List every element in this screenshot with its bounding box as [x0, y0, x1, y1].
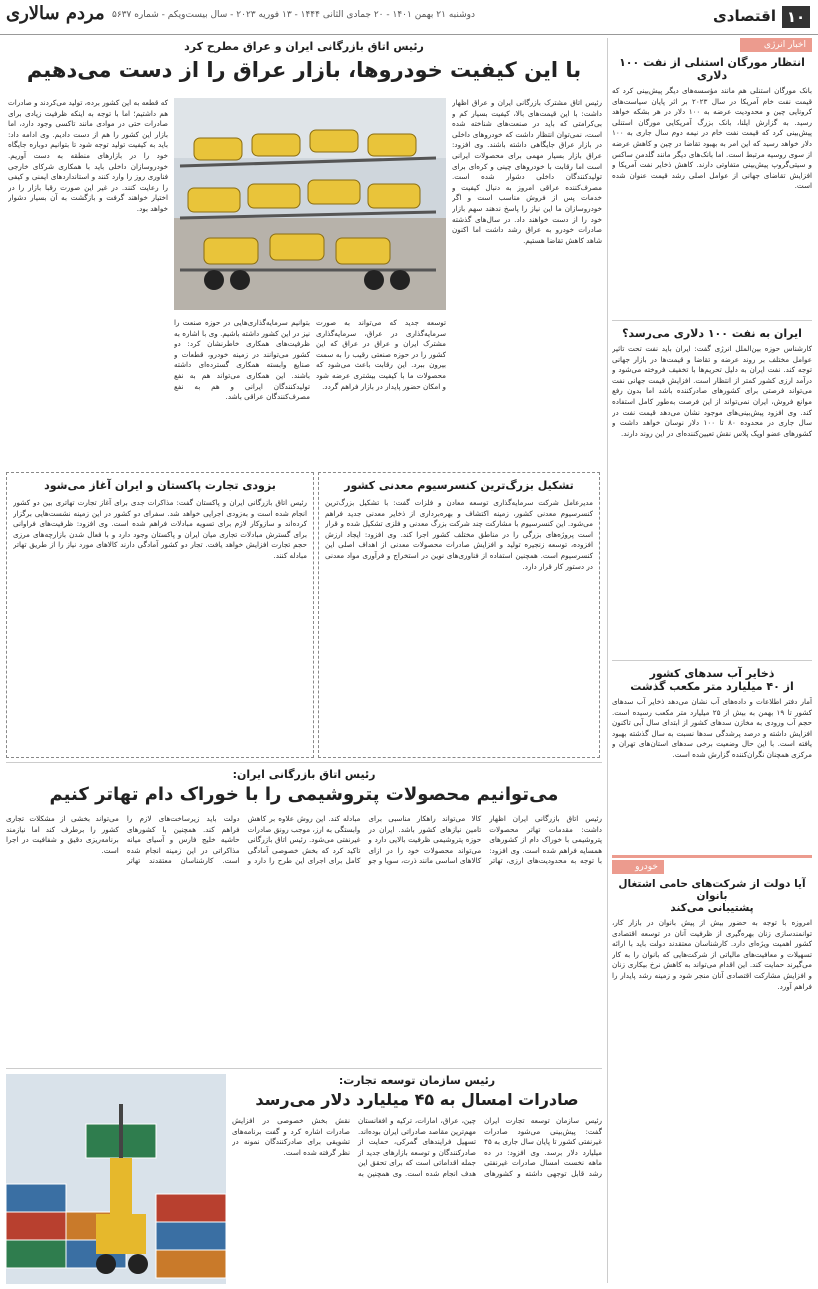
article-body: امروزه با توجه به حضور بیش از پیش بانوان در بازار کار، توانمندسازی زنان بهره‌گیری از ظرفیت آنان در توسعه اقتصادی کشور اهمیت ویژه‌ای دارد. کارشناسان معتقدند دولت باید با ارائه تسهیلات و معافیت‌های مالیاتی از شرکت‌هایی که بانوان را به کار می‌گیرند حمایت کند. این اقدام می‌تواند به کاهش نرخ بیکاری زنان و افزایش مشارکت اقتصادی آنان منجر شود و زمینه رشد پایدار را فراهم آورد.: [612, 918, 812, 991]
right-column: [612, 38, 812, 1178]
kicker: رئیس سازمان توسعه تجارت:: [338, 1074, 496, 1087]
article-body: رئیس سازمان توسعه تجارت ایران گفت: پیش‌بینی می‌شود صادرات غیرنفتی کشور تا پایان سال جاری به ۴۵ میلیارد دلار برسد. وی افزود: در ده ماهه نخست امسال صادرات غیرنفتی رشد قابل توجهی داشته و کشورهای چین، عراق، امارات، ترکیه و افغانستان مهم‌ترین مقاصد صادراتی ایران بوده‌اند. تسهیل فرایندهای گمرکی، حمایت از صادرکنندگان و توسعه بازارهای جدید از جمله اقداماتی است که برای تحقق این هدف انجام شده است. وی همچنین به نقش بخش خصوصی در افزایش صادرات اشاره کرد و گفت برنامه‌های تشویقی برای صادرکنندگان نمونه در نظر گرفته شده است.: [232, 1116, 602, 1178]
shipping-containers-photo: [6, 1074, 226, 1284]
pakistan-trade-box: [6, 472, 314, 758]
kicker: رئیس اتاق بازرگانی ایران:: [232, 768, 376, 781]
masthead: [0, 0, 818, 35]
section-title: اقتصادی: [713, 7, 776, 25]
dateline: دوشنبه ۲۱ بهمن ۱۴۰۱ - ۲۰ جمادی الثانی ۱۴۴۴ - ۱۳ فوریه ۲۰۲۳ - سال بیست‌ویکم - شماره ۵۶۳۷: [112, 10, 475, 20]
headline: آیا دولت از شرکت‌های حامی اشتغال بانوان: [618, 878, 806, 902]
page-number: ۱۰: [782, 6, 810, 28]
article-body: رئیس اتاق بازرگانی ایران اظهار داشت: مقدمات تهاتر محصولات پتروشیمی با خوراک دام از کشورهای همسایه فراهم شده است. وی افزود: با توجه به محدودیت‌های ارزی، تهاتر کالا می‌تواند راهکار مناسبی برای تامین نیازهای کشور باشد. ایران در حوزه پتروشیمی ظرفیت بالایی دارد و می‌تواند محصولات خود را در ازای کالاهای اساسی مانند ذرت، سویا و جو مبادله کند. این روش علاوه بر کاهش وابستگی به ارز، موجب رونق صادرات غیرنفتی می‌شود. رئیس اتاق بازرگانی تاکید کرد که بخش خصوصی آمادگی کامل برای اجرای این طرح را دارد و دولت باید زیرساخت‌های لازم را فراهم کند. همچنین با کشورهای حاشیه خلیج فارس و آسیای میانه مذاکراتی در این زمینه انجام شده است. کارشناسان معتقدند تهاتر می‌تواند بخشی از مشکلات تجاری کشور را برطرف کند اما نیازمند برنامه‌ریزی دقیق و شفافیت در اجرا است.: [6, 814, 602, 866]
category-tag: خودرو: [612, 860, 664, 874]
box-headline: تشکیل بزرگ‌ترین کنسرسیوم معدنی کشور: [344, 479, 574, 492]
headline: ایران به نفت ۱۰۰ دلاری می‌رسد؟: [622, 327, 802, 340]
lead-headline: با این کیفیت خودروها، بازار عراق را از دست می‌دهیم: [26, 58, 582, 82]
article-body: بانک مورگان استنلی هم مانند مؤسسه‌های دیگر پیش‌بینی کرد که قیمت نفت خام آمریکا در سال ۲۰۲۳ بر اثر پایان سیاست‌های کرونایی چین و محدودیت عرضه به ۱۰۰ دلار در هر بشکه خواهد رسید. به گزارش ایلنا، بانک بزرگ آمریکایی مورگان استنلی پیش‌بینی کرد که قیمت نفت خام در نیمه دوم سال جاری به ۱۰۰ دلار خواهد رسید که این امر به بهبود تقاضا در چین و کاهش عرضه از سوی روسیه مرتبط است. اما بانک‌های دیگر مانند گلدمن ساکس و سیتی‌گروپ پیش‌بینی متفاوتی دارند. کاهش ذخایر نفت آمریکا و افزایش تقاضای جهانی از عوامل اصلی رشد قیمت عنوان شده است.: [612, 86, 812, 191]
article-body: آمار دفتر اطلاعات و داده‌های آب نشان می‌دهد ذخایر آب سدهای کشور تا ۱۹ بهمن به بیش از ۲۵ میلیارد متر مکعب رسیده است. حجم آب ورودی به مخازن سدهای کشور از ابتدای سال آبی تاکنون افزایش داشته و درصد پرشدگی سدها نسبت به سال گذشته بهبود یافته است. با این حال وضعیت برخی سدهای استان‌های تهران و مرکزی همچنان نگران‌کننده گزارش شده است.: [612, 697, 812, 759]
headline: از ۴۰ میلیارد متر مکعب گذشت: [630, 680, 794, 693]
headline: صادرات امسال به ۴۵ میلیارد دلار می‌رسد: [255, 1090, 579, 1109]
article-body: توسعه جدید که می‌تواند به صورت سرمایه‌گذاری در عراق، سرمایه‌گذاری مشترک ایران و عراق در عراق که این کشور را در حوزه صنعتی رقیب را به سمت بیرون ببرد. این رقابت باعث می‌شود که محصولات ما با کیفیت بیشتری عرضه شود و امکان حضور پایدار در بازار فراهم گردد.: [316, 318, 446, 391]
category-tag: اخبار انرژی: [740, 38, 812, 52]
article-body: رئیس اتاق بازرگانی ایران و پاکستان گفت: مذاکرات جدی برای آغاز تجارت تهاتری بین دو کشور انجام شده است و به‌زودی اجرایی خواهد شد. سفرای دو کشور در این زمینه نشست‌هایی برگزار کرده‌اند و سازوکار لازم برای تسویه مبادلات فراهم شده است. وی افزود: ظرفیت‌های فراوانی برای گسترش مبادلات تجاری میان ایران و پاکستان وجود دارد و با فعال شدن بازارچه‌های مرزی حجم تجارت افزایش خواهد یافت. تجار دو کشور آمادگی دارند کالاهای مورد نیاز را از طریق تهاتر مبادله کنند.: [13, 498, 307, 560]
headline: انتظار مورگان استنلی از نفت ۱۰۰ دلاری: [619, 56, 805, 82]
kicker: رئیس اتاق بازرگانی ایران و عراق مطرح کرد: [184, 40, 424, 53]
article-body: که قطعه به این کشور برده، تولید می‌کردند و صادرات هم داشتیم؛ اما با توجه به اینکه ظرفیت زیادی برای صادرات حتی در موادی مانند تاکسی وجود دارد، اما بازار این کشور را هم از دست دادیم. وی ادامه داد: باید به کیفیت تولید توجه شود تا بتوانیم دوباره جایگاه خود را در بازارهای منطقه به دست آوریم. خودروسازان داخلی باید با همکاری شرکای خارجی فناوری روز را وارد کنند و استانداردهای ایمنی و کیفی را رعایت کنند. در غیر این صورت رقبا بازار را در اختیار خواهند گرفت و بازگشت به آن بسیار دشوار خواهد بود.: [8, 98, 168, 213]
article-body: رئیس اتاق مشترک بازرگانی ایران و عراق اظهار داشت: با این قیمت‌های بالا، کیفیت بسیار کم و بی‌کرامتی که باید در صنعت‌های شناخته شده است، نمی‌توان انتظار داشت که خودروهای داخلی در بازار عراق جایگاهی داشته باشند. وی افزود: عراق بازار بسیار مهمی برای محصولات ایرانی است اما رقابت با خودروهای چینی و کره‌ای برای تولیدکنندگان داخلی دشوار شده است. مصرف‌کننده عراقی امروز به دنبال کیفیت و خدمات پس از فروش مناسب است و اگر خودروسازان ما این نیاز را پاسخ ندهند سهم بازار خود را از دست خواهند داد. در سال‌های گذشته صادرات خودرو به عراق رشد داشت اما اکنون شاهد کاهش تقاضا هستیم.: [452, 98, 602, 245]
article-body: بتوانیم سرمایه‌گذاری‌هایی در حوزه صنعت را نیز در این کشور داشته باشیم. وی با اشاره به ظرفیت‌های همکاری خاطرنشان کرد: دو کشور می‌توانند در زمینه خودرو، قطعات و صنایع وابسته همکاری گسترده‌ای داشته باشند. این همکاری می‌تواند هم به نفع تولیدکنندگان ایرانی و هم به نفع مصرف‌کنندگان عراقی باشد.: [174, 318, 310, 402]
article-body: مدیرعامل شرکت سرمایه‌گذاری توسعه معادن و فلزات گفت: با تشکیل بزرگ‌ترین کنسرسیوم معدنی کشور، زمینه اکتشاف و بهره‌برداری از ذخایر معدنی جدید فراهم می‌شود. این کنسرسیوم با مشارکت چند شرکت بزرگ معدنی و فلزی تشکیل شده و قرار است پروژه‌های بزرگی را در مناطق مختلف کشور اجرا کند. وی افزود: ایجاد ارزش افزوده، توسعه زنجیره تولید و افزایش صادرات محصولات معدنی از اهداف اصلی این کنسرسیوم است. همچنین استفاده از فناوری‌های نوین در استخراج و فرآوری مواد معدنی در دستور کار قرار دارد.: [325, 498, 593, 571]
headline: می‌توانیم محصولات پتروشیمی را با خوراک دام تهاتر کنیم: [49, 784, 559, 805]
headline: ذخایر آب سدهای کشور: [649, 667, 775, 680]
article-body: کارشناس حوزه بین‌الملل انرژی گفت: ایران باید نفت تحت تاثیر عوامل مختلف بر روند عرضه و تقاضا و قیمت‌ها در بازار جهانی توجه کند. نفت ایران به دلیل تحریم‌ها با تخفیف فروخته می‌شود و درآمد ارزی کشور کمتر از انتظار است. افزایش قیمت جهانی نفت می‌تواند فرصتی برای کشورهای صادرکننده باشد اما بدون رفع موانع فروش، ایران نمی‌تواند از این فرصت به‌طور کامل استفاده کند. وی افزود پیش‌بینی‌های موجود نشان می‌دهد قیمت نفت در سال جاری در محدوده ۸۰ تا ۱۰۰ دلار نوسان خواهد داشت و کشورهای عضو اوپک پلاس نقش تعیین‌کننده‌ای در این روند دارند.: [612, 344, 812, 438]
headline: پشتیبانی می‌کند: [670, 902, 754, 914]
car-transporter-photo: [174, 98, 446, 310]
newspaper-logo: مردم سالاری: [6, 3, 105, 24]
box-headline: بزودی تجارت پاکستان و ایران آغاز می‌شود: [44, 479, 276, 492]
mining-consortium-box: [318, 472, 600, 758]
